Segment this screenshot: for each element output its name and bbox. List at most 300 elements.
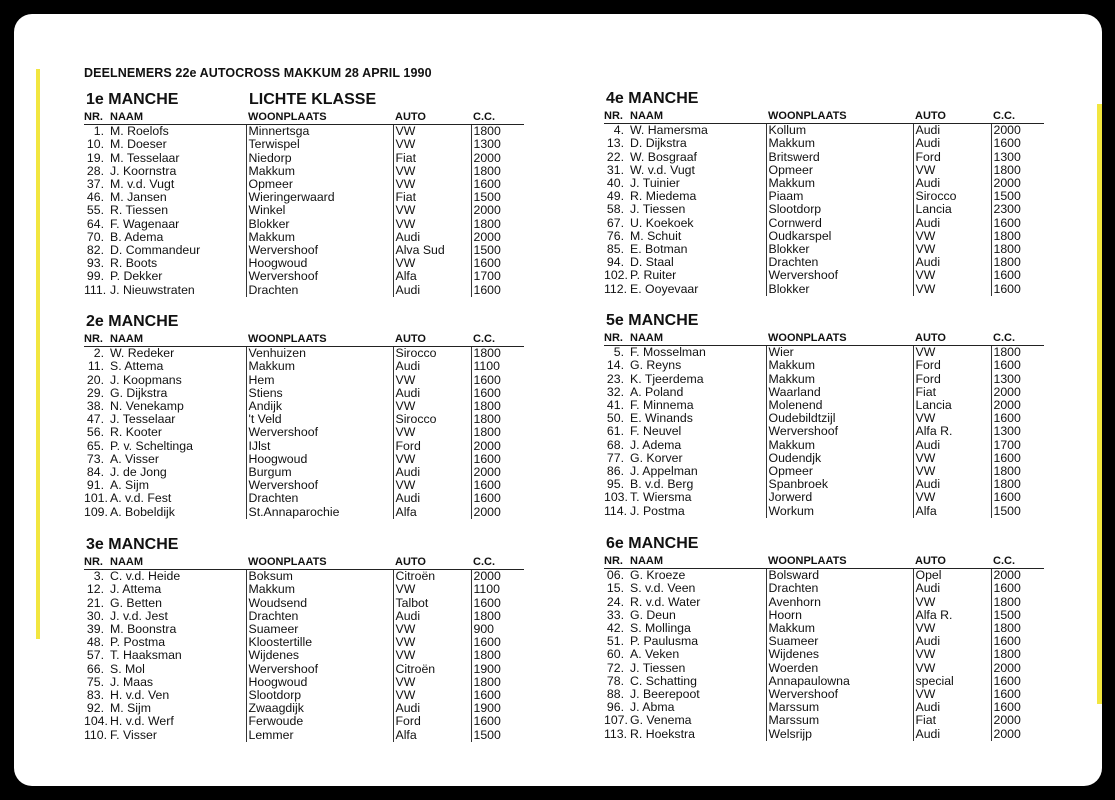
cell-woonplaats: Opmeer — [766, 465, 913, 478]
cell-auto: VW — [393, 426, 471, 439]
cell-auto: Audi — [913, 728, 991, 741]
cell-woonplaats: Slootdorp — [766, 203, 913, 216]
cell-cc: 1500 — [991, 609, 1044, 622]
cell-auto: Alfa R. — [913, 609, 991, 622]
cell-cc: 1300 — [991, 151, 1044, 164]
cell-woonplaats: Oudkarspel — [766, 230, 913, 243]
cell-naam: M. Jansen — [110, 191, 167, 205]
cell-nr: 104. — [84, 715, 108, 729]
cell-naam: J. Koornstra — [110, 164, 177, 178]
cell-nr: 99. — [86, 270, 104, 284]
cell-cc: 1600 — [471, 492, 524, 505]
cell-naam: A. Bobeldijk — [110, 505, 175, 519]
cell-auto: VW — [393, 218, 471, 231]
cell-cc: 1600 — [471, 284, 524, 297]
cell-woonplaats: Hoogwoud — [246, 453, 393, 466]
cell-cc: 1900 — [471, 663, 524, 676]
cell-woonplaats: Waarland — [766, 386, 913, 399]
cell-woonplaats: Makkum — [246, 165, 393, 178]
cell-woonplaats: Cornwerd — [766, 217, 913, 230]
section-header — [604, 535, 1044, 555]
cell-woonplaats: Slootdorp — [246, 689, 393, 702]
cell-woonplaats: Makkum — [246, 360, 393, 373]
cell-cc: 1600 — [991, 688, 1044, 701]
cell-cc: 2000 — [471, 152, 524, 165]
cell-auto: VW — [913, 596, 991, 609]
column-header-naam: NAAM — [628, 332, 766, 346]
cell-woonplaats: Drachten — [766, 582, 913, 595]
table-row — [604, 425, 1044, 438]
cell-cc: 1800 — [991, 243, 1044, 256]
cell-auto: VW — [393, 138, 471, 151]
cell-woonplaats: Opmeer — [246, 178, 393, 191]
cell-nr: 94. — [606, 256, 624, 270]
cell-naam: H. v.d. Ven — [110, 689, 170, 703]
cell-woonplaats: Drachten — [766, 256, 913, 269]
table-row — [84, 426, 524, 439]
cell-naam: E. Botman — [630, 243, 688, 257]
cell-nr: 30. — [86, 609, 104, 623]
cell-cc: 1300 — [471, 138, 524, 151]
table-row — [604, 478, 1044, 491]
cell-woonplaats: Niedorp — [246, 152, 393, 165]
cell-nr: 113. — [604, 727, 628, 741]
table-row — [84, 257, 524, 270]
cell-nr: 76. — [606, 229, 624, 243]
cell-nr: 91. — [86, 479, 104, 493]
cell-cc: 1600 — [991, 635, 1044, 648]
cell-woonplaats: Kloostertille — [246, 636, 393, 649]
cell-auto: special — [913, 675, 991, 688]
cell-woonplaats: Wervershoof — [766, 425, 913, 438]
cell-woonplaats: Kollum — [766, 124, 913, 138]
cell-nr: 22. — [606, 150, 624, 164]
table-row — [84, 689, 524, 702]
table-row — [604, 491, 1044, 504]
cell-nr: 112. — [604, 282, 628, 296]
cell-cc: 1600 — [991, 412, 1044, 425]
cell-cc: 1600 — [471, 257, 524, 270]
cell-auto: Alfa — [913, 505, 991, 518]
cell-nr: 88. — [606, 688, 624, 702]
yellow-edge-left — [36, 69, 40, 639]
cell-woonplaats: Wervershoof — [246, 426, 393, 439]
cell-woonplaats: Lemmer — [246, 729, 393, 742]
column-header-nr: NR. — [84, 333, 108, 347]
cell-woonplaats: Suameer — [246, 623, 393, 636]
section-header — [604, 90, 1044, 110]
cell-woonplaats: Bolsward — [766, 569, 913, 583]
cell-naam: M. Roelofs — [110, 124, 169, 139]
cell-woonplaats: Molenend — [766, 399, 913, 412]
cell-cc: 2000 — [471, 204, 524, 217]
cell-cc: 1800 — [471, 125, 524, 139]
cell-naam: J. v.d. Jest — [110, 609, 168, 623]
cell-woonplaats: Blokker — [246, 218, 393, 231]
cell-cc: 1600 — [991, 452, 1044, 465]
cell-auto: Ford — [913, 359, 991, 372]
table-row — [84, 623, 524, 636]
cell-nr: 21. — [86, 596, 104, 610]
cell-auto: VW — [393, 178, 471, 191]
cell-woonplaats: Workum — [766, 505, 913, 518]
table-row — [84, 400, 524, 413]
cell-woonplaats: Wervershoof — [246, 663, 393, 676]
cell-nr: 19. — [86, 151, 104, 165]
cell-nr: 2. — [93, 346, 104, 361]
section-header — [84, 536, 524, 556]
cell-nr: 4. — [613, 123, 624, 138]
cell-cc: 1800 — [991, 346, 1044, 360]
cell-naam: J. Tiessen — [630, 203, 686, 217]
cell-auto: VW — [393, 676, 471, 689]
cell-naam: R. Kooter — [110, 426, 162, 440]
cell-nr: 77. — [606, 451, 624, 465]
cell-woonplaats: Wervershoof — [766, 269, 913, 282]
table-row — [84, 244, 524, 257]
cell-nr: 107. — [604, 714, 628, 728]
section-6e-manche — [604, 535, 1044, 741]
cell-naam: M. Boonstra — [110, 623, 177, 637]
column-header-naam: NAAM — [628, 110, 766, 124]
column-header-woonplaats: WOONPLAATS — [246, 111, 393, 125]
cell-cc: 1600 — [991, 582, 1044, 595]
table-row — [84, 506, 524, 519]
cell-naam: D. Commandeur — [110, 244, 201, 258]
cell-nr: 14. — [606, 359, 624, 373]
cell-cc: 1500 — [471, 729, 524, 742]
cell-naam: G. Kroeze — [630, 568, 686, 583]
cell-nr: 60. — [606, 648, 624, 662]
cell-cc: 1800 — [991, 596, 1044, 609]
cell-cc: 1800 — [991, 465, 1044, 478]
cell-cc: 1600 — [471, 374, 524, 387]
participants-table — [84, 111, 524, 297]
section-title: 5e MANCHE — [606, 312, 699, 329]
table-row — [84, 570, 524, 584]
table-row — [604, 190, 1044, 203]
cell-cc: 1500 — [991, 505, 1044, 518]
cell-woonplaats: Welsrijp — [766, 728, 913, 741]
cell-cc: 1800 — [991, 256, 1044, 269]
cell-naam: W. Redeker — [110, 346, 175, 361]
cell-cc: 2000 — [991, 177, 1044, 190]
table-row — [84, 715, 524, 728]
cell-naam: J. Koopmans — [110, 373, 182, 387]
cell-woonplaats: Makkum — [766, 137, 913, 150]
column-header-nr: NR. — [604, 332, 628, 346]
cell-nr: 73. — [86, 452, 104, 466]
section-1e-manche — [84, 91, 524, 297]
cell-nr: 1. — [93, 124, 104, 139]
cell-naam: W. v.d. Vugt — [630, 163, 695, 177]
cell-woonplaats: Blokker — [766, 243, 913, 256]
cell-auto: VW — [393, 479, 471, 492]
cell-cc: 1600 — [991, 137, 1044, 150]
cell-naam: P. Postma — [110, 636, 166, 650]
cell-naam: A. Veken — [630, 648, 680, 662]
cell-naam: R. Boots — [110, 257, 158, 271]
cell-naam: P. Dekker — [110, 270, 163, 284]
cell-naam: F. Visser — [110, 728, 157, 742]
cell-nr: 15. — [606, 582, 624, 596]
cell-naam: N. Venekamp — [110, 400, 184, 414]
cell-cc: 2000 — [991, 662, 1044, 675]
document-title: DEELNEMERS 22e AUTOCROSS MAKKUM 28 APRIL 1990 — [84, 66, 432, 80]
table-row — [84, 360, 524, 373]
cell-naam: J. Abma — [630, 701, 675, 715]
cell-cc: 2300 — [991, 203, 1044, 216]
cell-woonplaats: Hoorn — [766, 609, 913, 622]
cell-cc: 1600 — [991, 701, 1044, 714]
table-row — [604, 675, 1044, 688]
cell-cc: 2000 — [991, 386, 1044, 399]
cell-cc: 1600 — [471, 597, 524, 610]
table-row — [84, 479, 524, 492]
cell-naam: J. Maas — [110, 675, 154, 689]
cell-auto: Audi — [913, 701, 991, 714]
table-row — [84, 374, 524, 387]
cell-woonplaats: Annapaulowna — [766, 675, 913, 688]
cell-woonplaats: Piaam — [766, 190, 913, 203]
cell-woonplaats: Burgum — [246, 466, 393, 479]
cell-cc: 1600 — [471, 715, 524, 728]
cell-nr: 38. — [86, 400, 104, 414]
cell-nr: 110. — [84, 728, 108, 742]
cell-woonplaats: Wervershoof — [246, 244, 393, 257]
cell-cc: 2000 — [991, 569, 1044, 583]
cell-naam: A. Visser — [110, 452, 159, 466]
cell-woonplaats: Marssum — [766, 714, 913, 727]
cell-woonplaats: Hoogwoud — [246, 676, 393, 689]
table-row — [604, 505, 1044, 518]
cell-naam: A. Poland — [630, 385, 684, 399]
cell-nr: 46. — [86, 191, 104, 205]
table-row — [604, 217, 1044, 230]
cell-nr: 78. — [606, 674, 624, 688]
column-header-cc: C.C. — [471, 333, 524, 347]
cell-cc: 1800 — [991, 622, 1044, 635]
cell-nr: 93. — [86, 257, 104, 271]
cell-auto: VW — [913, 491, 991, 504]
cell-naam: S. Attema — [110, 360, 164, 374]
table-row — [604, 164, 1044, 177]
cell-naam: E. Ooyevaar — [630, 282, 699, 296]
cell-naam: P. v. Scheltinga — [110, 439, 193, 453]
cell-woonplaats: Jorwerd — [766, 491, 913, 504]
cell-woonplaats: Drachten — [246, 492, 393, 505]
cell-nr: 92. — [86, 702, 104, 716]
cell-woonplaats: Woudsend — [246, 597, 393, 610]
cell-nr: 65. — [86, 439, 104, 453]
cell-auto: VW — [393, 623, 471, 636]
cell-cc: 1100 — [471, 360, 524, 373]
cell-nr: 101. — [84, 492, 108, 506]
cell-nr: 50. — [606, 412, 624, 426]
cell-cc: 1800 — [471, 165, 524, 178]
cell-auto: Alva Sud — [393, 244, 471, 257]
cell-auto: Audi — [913, 635, 991, 648]
cell-woonplaats: Makkum — [246, 583, 393, 596]
cell-cc: 1600 — [991, 491, 1044, 504]
column-header-woonplaats: WOONPLAATS — [766, 555, 913, 569]
cell-woonplaats: Wervershoof — [246, 479, 393, 492]
cell-auto: Citroën — [393, 570, 471, 584]
cell-naam: G. Dijkstra — [110, 386, 168, 400]
cell-woonplaats: Boksum — [246, 570, 393, 584]
cell-naam: R. v.d. Water — [630, 595, 701, 609]
table-row — [604, 439, 1044, 452]
cell-auto: Audi — [393, 360, 471, 373]
cell-nr: 66. — [86, 662, 104, 676]
cell-auto: Audi — [913, 582, 991, 595]
cell-nr: 61. — [606, 425, 624, 439]
table-row — [84, 218, 524, 231]
table-row — [604, 452, 1044, 465]
cell-naam: F. Wagenaar — [110, 217, 180, 231]
cell-woonplaats: Drachten — [246, 284, 393, 297]
column-header-naam: NAAM — [108, 111, 246, 125]
table-row — [604, 373, 1044, 386]
cell-cc: 2000 — [471, 231, 524, 244]
table-header-row — [604, 110, 1044, 124]
cell-auto: Audi — [913, 124, 991, 138]
cell-woonplaats: Makkum — [766, 373, 913, 386]
section-2e-manche — [84, 313, 524, 519]
cell-auto: Audi — [393, 231, 471, 244]
table-row — [84, 440, 524, 453]
column-header-auto: AUTO — [393, 333, 471, 347]
cell-nr: 86. — [606, 465, 624, 479]
cell-auto: VW — [393, 583, 471, 596]
cell-cc: 1600 — [471, 636, 524, 649]
cell-cc: 1600 — [471, 689, 524, 702]
cell-cc: 1600 — [991, 217, 1044, 230]
cell-auto: Audi — [913, 439, 991, 452]
table-row — [604, 203, 1044, 216]
cell-cc: 1800 — [471, 400, 524, 413]
cell-cc: 1600 — [471, 178, 524, 191]
table-row — [84, 610, 524, 623]
section-5e-manche — [604, 312, 1044, 518]
cell-naam: G. Venema — [630, 714, 692, 728]
table-row — [84, 729, 524, 742]
table-row — [604, 177, 1044, 190]
section-3e-manche — [84, 536, 524, 742]
cell-nr: 31. — [606, 163, 624, 177]
cell-auto: VW — [913, 622, 991, 635]
cell-naam: F. Minnema — [630, 399, 694, 413]
cell-naam: J. Tesselaar — [110, 413, 176, 427]
table-row — [84, 466, 524, 479]
section-header — [84, 313, 524, 333]
cell-nr: 39. — [86, 623, 104, 637]
table-header-row — [84, 111, 524, 125]
cell-naam: M. Tesselaar — [110, 151, 180, 165]
cell-nr: 103. — [604, 491, 628, 505]
cell-auto: Talbot — [393, 597, 471, 610]
cell-naam: B. Adema — [110, 230, 164, 244]
cell-auto: VW — [913, 243, 991, 256]
cell-woonplaats: Wervershoof — [246, 270, 393, 283]
cell-nr: 83. — [86, 689, 104, 703]
cell-woonplaats: Andijk — [246, 400, 393, 413]
cell-auto: Audi — [393, 387, 471, 400]
table-row — [604, 256, 1044, 269]
cell-cc: 1800 — [471, 347, 524, 361]
cell-cc: 1800 — [991, 230, 1044, 243]
cell-woonplaats: Wervershoof — [766, 688, 913, 701]
cell-naam: P. Paulusma — [630, 635, 699, 649]
cell-naam: F. Neuvel — [630, 425, 682, 439]
cell-naam: J. Beerepoot — [630, 688, 700, 702]
table-row — [604, 701, 1044, 714]
table-row — [84, 453, 524, 466]
yellow-edge-right — [1097, 104, 1102, 704]
cell-cc: 1500 — [471, 244, 524, 257]
cell-woonplaats: Terwispel — [246, 138, 393, 151]
cell-nr: 96. — [606, 701, 624, 715]
cell-nr: 70. — [86, 230, 104, 244]
participants-table — [604, 555, 1044, 741]
cell-woonplaats: Wijdenes — [246, 649, 393, 662]
cell-cc: 1800 — [471, 218, 524, 231]
column-header-auto: AUTO — [393, 556, 471, 570]
cell-naam: G. Deun — [630, 608, 676, 622]
cell-naam: F. Mosselman — [630, 345, 706, 360]
cell-cc: 1600 — [991, 675, 1044, 688]
cell-cc: 1600 — [471, 387, 524, 400]
column-header-auto: AUTO — [913, 110, 991, 124]
table-row — [604, 714, 1044, 727]
cell-auto: Alfa R. — [913, 425, 991, 438]
cell-cc: 1600 — [991, 269, 1044, 282]
cell-nr: 12. — [86, 583, 104, 597]
column-header-cc: C.C. — [991, 332, 1044, 346]
cell-naam: J. Attema — [110, 583, 162, 597]
cell-naam: S. Mollinga — [630, 622, 691, 636]
cell-woonplaats: Suameer — [766, 635, 913, 648]
cell-cc: 1500 — [471, 191, 524, 204]
cell-naam: W. Bosgraaf — [630, 150, 697, 164]
cell-nr: 56. — [86, 426, 104, 440]
cell-nr: 82. — [86, 244, 104, 258]
section-title: 2e MANCHE — [86, 313, 179, 330]
cell-cc: 1800 — [991, 164, 1044, 177]
cell-cc: 2000 — [471, 570, 524, 584]
cell-nr: 95. — [606, 478, 624, 492]
table-row — [84, 413, 524, 426]
cell-nr: 24. — [606, 595, 624, 609]
column-header-nr: NR. — [84, 556, 108, 570]
table-row — [604, 359, 1044, 372]
table-header-row — [604, 555, 1044, 569]
cell-naam: D. Dijkstra — [630, 137, 687, 151]
cell-auto: Fiat — [913, 714, 991, 727]
cell-naam: D. Staal — [630, 256, 674, 270]
cell-cc: 2000 — [991, 399, 1044, 412]
cell-cc: 2000 — [991, 714, 1044, 727]
cell-woonplaats: Zwaagdijk — [246, 702, 393, 715]
cell-auto: VW — [913, 452, 991, 465]
cell-nr: 11. — [87, 360, 104, 374]
cell-naam: J. Tiessen — [630, 661, 686, 675]
cell-auto: VW — [913, 465, 991, 478]
cell-cc: 1700 — [471, 270, 524, 283]
cell-auto: VW — [913, 164, 991, 177]
cell-nr: 102. — [604, 269, 628, 283]
cell-nr: 33. — [606, 608, 624, 622]
